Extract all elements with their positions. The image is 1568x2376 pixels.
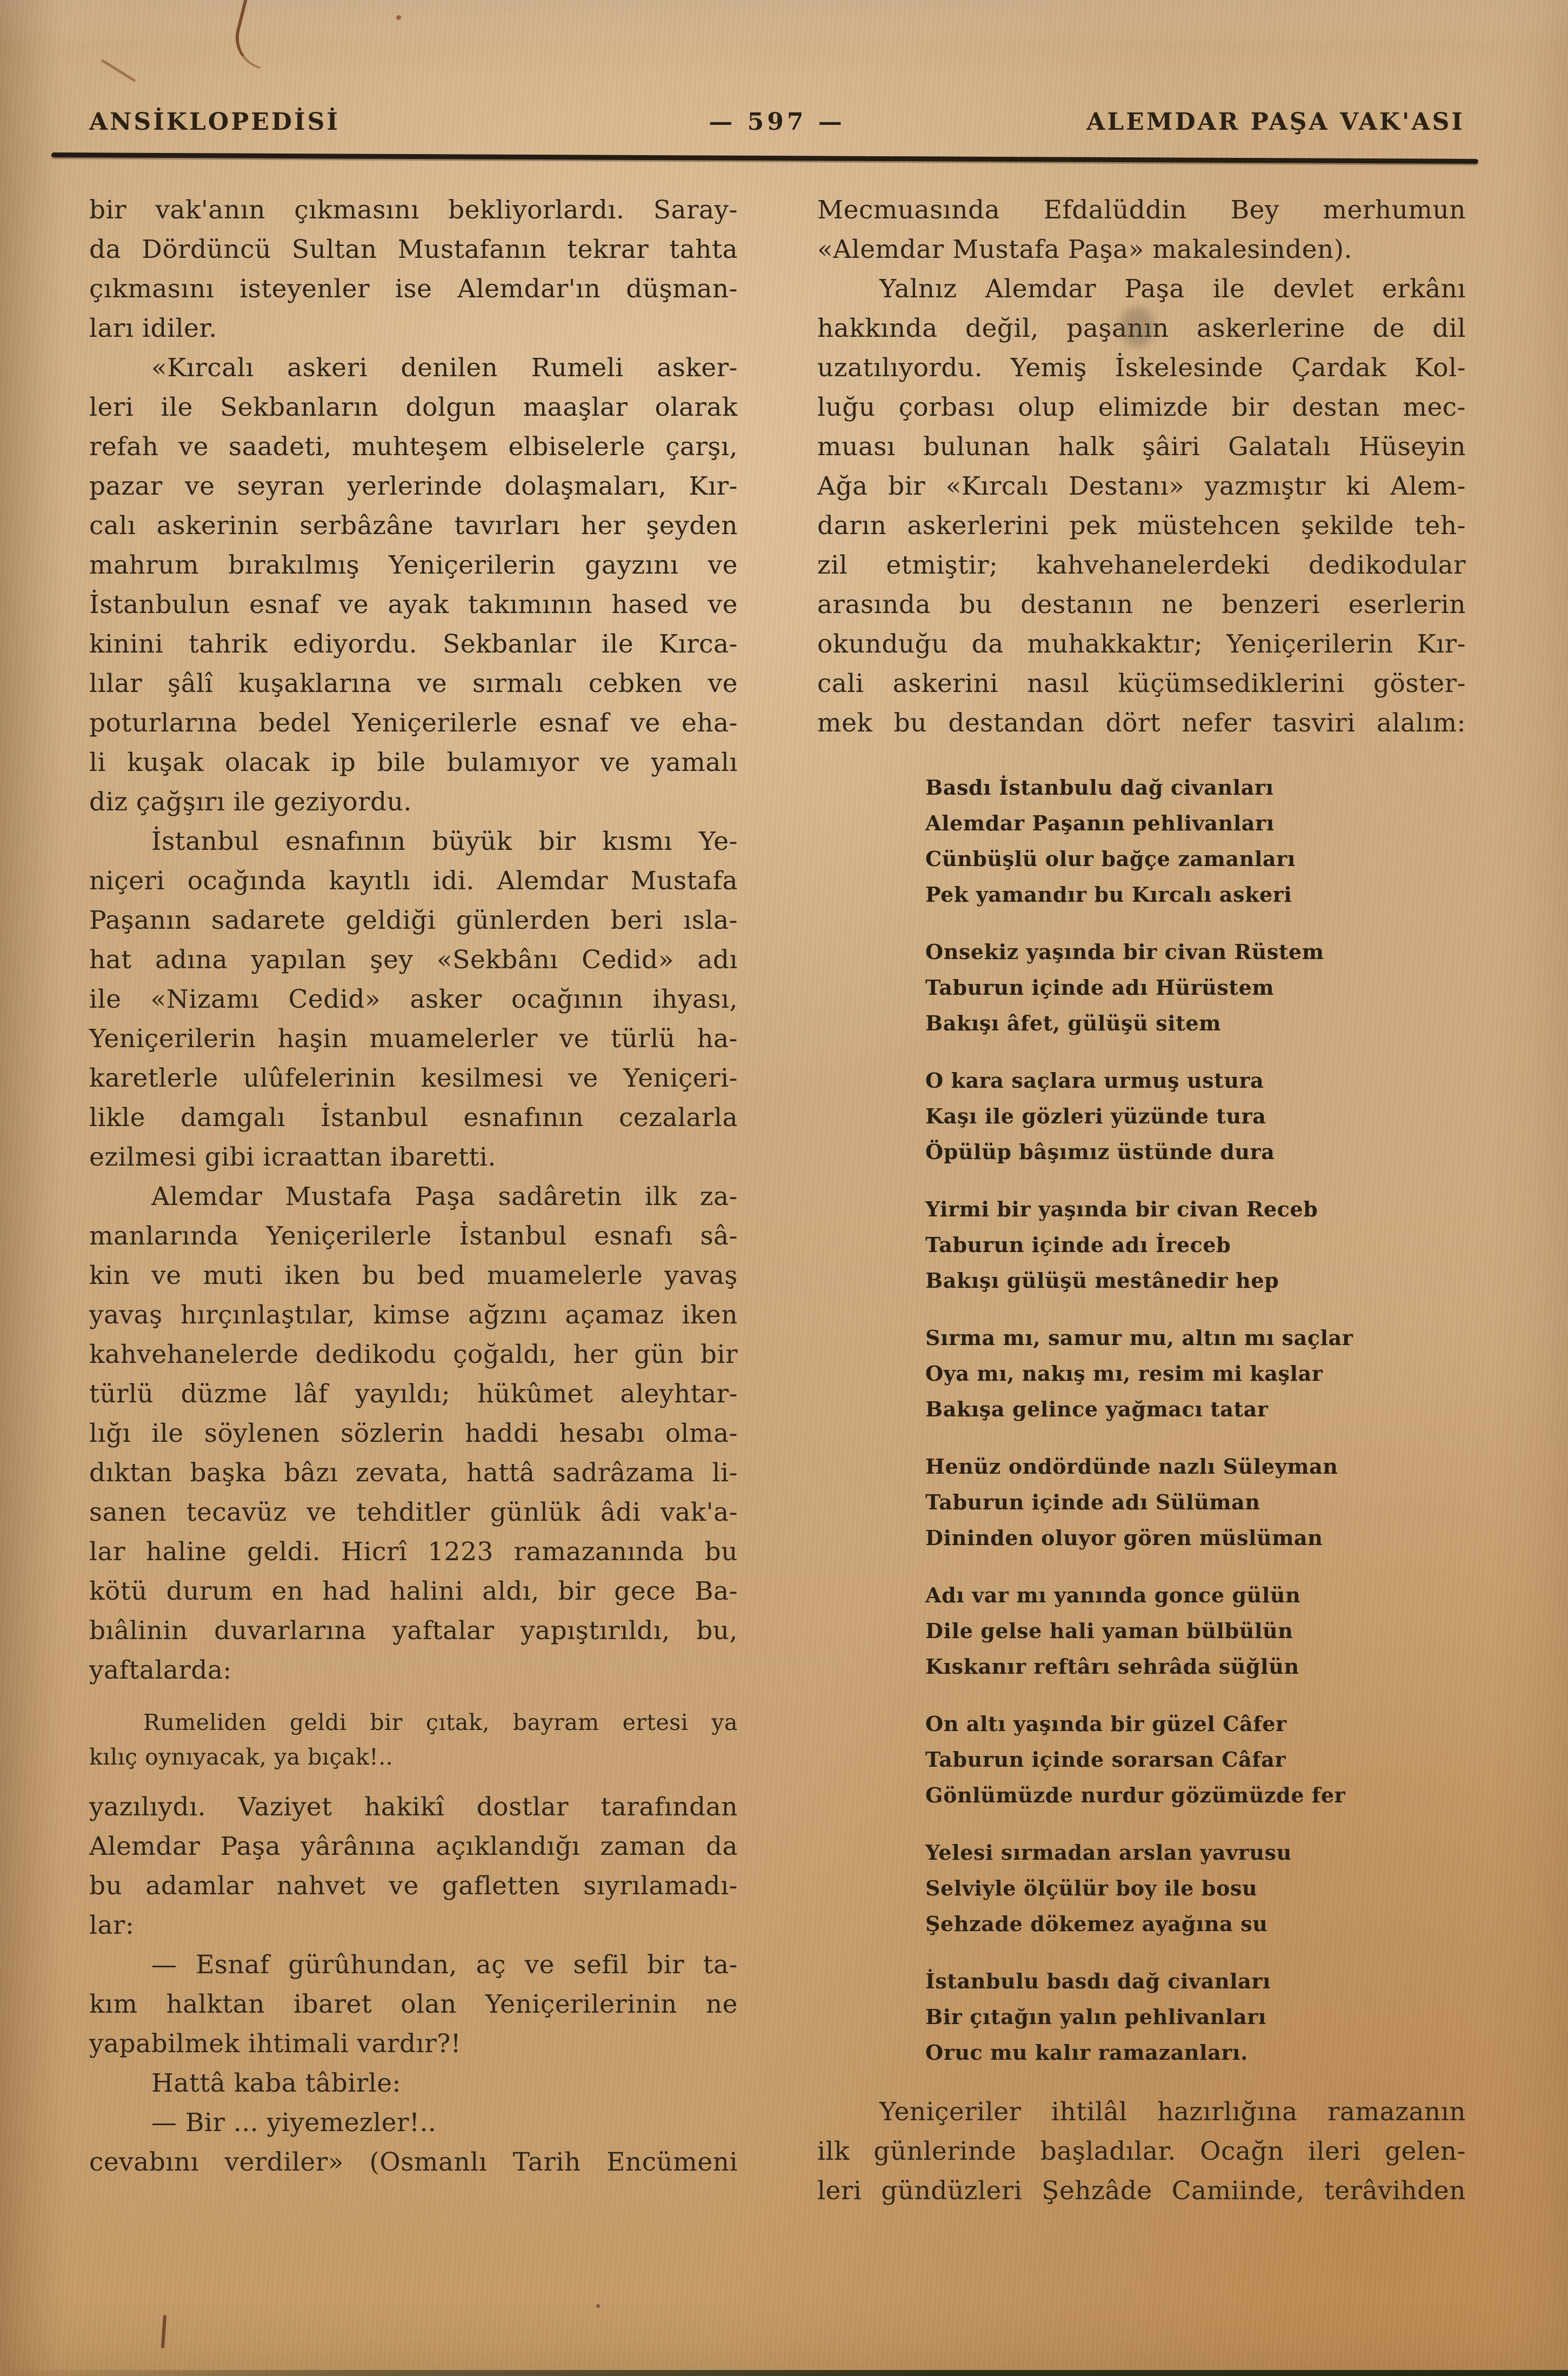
text-line: muası bulunan halk şâiri Galatalı Hüseyin <box>817 432 1466 462</box>
text-line: likle damgalı İstanbul esnafının cezalarla <box>89 1103 738 1133</box>
paper-fiber-mark <box>229 0 277 69</box>
text-line: lar haline geldi. Hicrî 1223 ramazanında bu <box>89 1537 738 1567</box>
text-line: mahrum bırakılmış Yeniçerilerin gayzını ve <box>89 550 738 580</box>
text-line: cevabını verdiler» (Osmanlı Tarih Encümeni <box>89 2147 738 2177</box>
text-line: mek bu destandan dört nefer tasviri alalım: <box>817 708 1466 738</box>
text-line: hakkında değil, paşanın askerlerine de dil <box>817 314 1466 343</box>
text-line: Mecmuasında Efdalüddin Bey merhumun <box>817 195 1466 225</box>
text-line: dıktan başka bâzı zevata, hattâ sadrâzama li- <box>89 1458 738 1488</box>
ink-smudge <box>1120 307 1155 347</box>
text-line: bıâlinin duvarlarına yaftalar yapıştırıldı, bu, <box>89 1616 738 1646</box>
header-rule-divider <box>51 152 1478 164</box>
text-line: okunduğu da muhakkaktır; Yeniçerilerin Kır- <box>817 629 1466 659</box>
poem-line: Bakışa gelince yağmacı tatar <box>925 1397 1269 1421</box>
poem-line: Selviyle ölçülür boy ile bosu <box>925 1876 1258 1900</box>
text-line: kahvehanelerde dedikodu çoğaldı, her gün bir <box>89 1340 738 1369</box>
poem-line: Kıskanır reftârı sehrâda süğlün <box>925 1654 1299 1679</box>
page-number: — 597 — <box>709 108 845 136</box>
text-line: zil etmiştir; kahvehanelerdeki dedikodular <box>817 550 1466 580</box>
paragraph <box>89 1177 738 1690</box>
right-text-column <box>817 190 1466 2211</box>
text-line: leri ile Sekbanların dolgun maaşlar olarak <box>89 392 738 422</box>
poem-line: Taburun içinde adı Sülüman <box>925 1490 1260 1514</box>
poem-stanza <box>925 1706 1466 1813</box>
poem-line: On altı yaşında bir güzel Câfer <box>925 1712 1287 1736</box>
paper-fiber-mark <box>101 59 136 82</box>
text-line: ilk günlerinde başladılar. Ocağn ileri gelen- <box>817 2137 1466 2166</box>
text-line: Yalnız Alemdar Paşa ile devlet erkânı <box>879 274 1466 304</box>
folk-poem <box>925 770 1466 2071</box>
text-line: lığı ile söylenen sözlerin haddi hesabı olma- <box>89 1419 738 1448</box>
poem-line: Taburun içinde adı Hürüstem <box>925 975 1275 1000</box>
paper-fiber-mark <box>161 2315 166 2348</box>
text-line: Paşanın sadarete geldiği günlerden beri ısla- <box>89 906 738 935</box>
poem-line: Onsekiz yaşında bir civan Rüstem <box>925 940 1324 964</box>
poem-stanza <box>925 1320 1466 1427</box>
text-line: karetlerle ulûfelerinin kesilmesi ve Yeniçeri- <box>89 1063 738 1093</box>
poem-line: Cünbüşlü olur bağçe zamanları <box>925 847 1296 871</box>
text-line: refah ve saadeti, muhteşem elbiselerle çarşı, <box>89 432 738 462</box>
poem-line: O kara saçlara urmuş ustura <box>925 1068 1264 1093</box>
text-line: uzatılıyordu. Yemiş İskelesinde Çardak Kol- <box>817 353 1466 383</box>
paragraph <box>817 190 1466 269</box>
poem-stanza <box>925 1578 1466 1685</box>
text-line: manlarında Yeniçerilerle İstanbul esnafı sâ- <box>89 1221 738 1251</box>
paper-speck <box>596 2304 600 2308</box>
poem-line: Taburun içinde sorarsan Câfar <box>925 1747 1286 1772</box>
text-line: hat adına yapılan şey «Sekbânı Cedid» adı <box>89 945 738 975</box>
poem-stanza <box>925 770 1466 913</box>
paragraph <box>89 1787 738 1945</box>
text-line: diz çağşırı ile geziyordu. <box>89 787 412 817</box>
poem-line: Yirmi bir yaşında bir civan Receb <box>925 1197 1318 1221</box>
text-line: bir vak'anın çıkmasını bekliyorlardı. Saray- <box>89 195 738 225</box>
text-line: «Kırcalı askeri denilen Rumeli asker- <box>151 353 738 383</box>
text-line: Yeniçerilerin haşin muamelerler ve türlü ha- <box>89 1024 738 1054</box>
text-line: kin ve muti iken bu bed muamelerle yavaş <box>89 1261 738 1290</box>
text-line: İstanbulun esnaf ve ayak takımının hased ve <box>89 590 738 620</box>
text-line: İstanbul esnafının büyük bir kısmı Ye- <box>151 827 738 856</box>
text-line: luğu çorbası olup elimizde bir destan mec- <box>817 392 1466 422</box>
text-line: Alemdar Paşa yârânına açıklandığı zaman da <box>89 1832 738 1861</box>
lampoon-quote <box>89 1705 738 1774</box>
text-line: — Esnaf gürûhundan, aç ve sefil bir ta- <box>151 1950 738 1980</box>
text-line: kım halktan ibaret olan Yeniçerilerinin ne <box>89 1989 738 2019</box>
paragraph <box>89 2103 738 2142</box>
poem-line: Taburun içinde adı İreceb <box>925 1233 1231 1257</box>
left-text-column <box>89 190 738 2182</box>
poem-line: Basdı İstanbulu dağ civanları <box>925 775 1274 800</box>
poem-line: Dile gelse hali yaman bülbülün <box>925 1619 1293 1643</box>
text-line: Yeniçeriler ihtilâl hazırlığına ramazanın <box>879 2097 1466 2127</box>
text-line: Alemdar Mustafa Paşa sadâretin ilk za- <box>151 1182 738 1212</box>
poem-stanza <box>925 1192 1466 1299</box>
text-line: li kuşak olacak ip bile bulamıyor ve yamalı <box>89 748 738 777</box>
text-line: yaftalarda: <box>89 1655 232 1685</box>
poem-line: Sırma mı, samur mu, altın mı saçlar <box>925 1326 1353 1350</box>
text-line: da Dördüncü Sultan Mustafanın tekrar tahta <box>89 235 738 264</box>
paragraph <box>89 822 738 1177</box>
text-line: ezilmesi gibi icraattan ibaretti. <box>89 1142 496 1172</box>
text-line: lar: <box>89 1911 135 1940</box>
text-line: leri gündüzleri Şehzâde Camiinde, terâvihden <box>817 2176 1466 2206</box>
poem-line: Henüz ondördünde nazlı Süleyman <box>925 1454 1338 1479</box>
text-line: Hattâ kaba tâbirle: <box>151 2068 401 2098</box>
header-publication-title: ANSİKLOPEDİSİ <box>89 108 340 136</box>
poem-stanza <box>925 1449 1466 1556</box>
text-line: darın askerlerini pek müstehcen şekilde teh- <box>817 511 1466 541</box>
text-line: yapabilmek ihtimali vardır?! <box>89 2029 462 2059</box>
text-line: yazılıydı. Vaziyet hakikî dostlar tarafından <box>89 1792 738 1822</box>
text-line: sanen tecavüz ve tehditler günlük âdi vak'a- <box>89 1498 738 1527</box>
text-line: kötü durum en had halini aldı, bir gece Ba- <box>89 1576 738 1606</box>
paragraph <box>89 1945 738 2064</box>
text-line: pazar ve seyran yerlerinde dolaşmaları, Kır- <box>89 471 738 501</box>
paragraph <box>89 348 738 822</box>
text-line: türlü düzme lâf yayıldı; hükûmet aleyhtar- <box>89 1379 738 1409</box>
text-line: poturlarına bedel Yeniçerilerle esnaf ve eha- <box>89 708 738 738</box>
text-line: kinini tahrik ediyordu. Sekbanlar ile Kırca- <box>89 629 738 659</box>
text-line: arasında bu destanın ne benzeri eserlerin <box>817 590 1466 620</box>
text-line: ile «Nizamı Cedid» asker ocağının ihyası, <box>89 984 738 1014</box>
text-line: çıkmasını isteyenler ise Alemdar'ın düşman- <box>89 274 738 304</box>
paragraph <box>89 190 738 348</box>
text-line: kılıç oynıyacak, ya bıçak!.. <box>89 1744 393 1770</box>
text-line: bu adamlar nahvet ve gafletten sıyrılamadı- <box>89 1871 738 1901</box>
poem-stanza <box>925 1063 1466 1170</box>
poem-line: İstanbulu basdı dağ civanları <box>925 1969 1271 1993</box>
poem-line: Şehzade dökemez ayağına su <box>925 1912 1268 1936</box>
paragraph <box>817 2092 1466 2211</box>
scan-edge-shadow <box>0 2370 1568 2376</box>
poem-line: Yelesi sırmadan arslan yavrusu <box>925 1840 1292 1865</box>
poem-line: Kaşı ile gözleri yüzünde tura <box>925 1104 1266 1128</box>
poem-line: Oya mı, nakış mı, resim mi kaşlar <box>925 1361 1323 1386</box>
text-line: ları idiler. <box>89 314 217 343</box>
poem-line: Öpülüp bâşımız üstünde dura <box>925 1140 1275 1164</box>
paragraph <box>89 2142 738 2182</box>
text-line: yavaş hırçınlaştılar, kimse ağzını açamaz iken <box>89 1300 738 1330</box>
text-line: lılar şâlî kuşaklarına ve sırmalı cebken ve <box>89 669 738 698</box>
text-line: calı askerinin serbâzâne tavırları her şeyden <box>89 511 738 541</box>
poem-line: Gönlümüzde nurdur gözümüzde fer <box>925 1783 1346 1807</box>
text-line: niçeri ocağında kayıtlı idi. Alemdar Mustafa <box>89 866 738 896</box>
header-article-title: ALEMDAR PAŞA VAK'ASI <box>1086 108 1465 136</box>
text-line: — Bir ... yiyemezler!.. <box>151 2108 437 2138</box>
poem-line: Dininden oluyor gören müslüman <box>925 1526 1323 1550</box>
poem-line: Adı var mı yanında gonce gülün <box>925 1583 1301 1607</box>
poem-line: Alemdar Paşanın pehlivanları <box>925 811 1275 835</box>
poem-line: Pek yamandır bu Kırcalı askeri <box>925 882 1292 907</box>
page-header <box>89 108 1465 136</box>
poem-line: Bakışı gülüşü mestânedir hep <box>925 1268 1279 1293</box>
text-line: «Alemdar Mustafa Paşa» makalesinden). <box>817 235 1353 264</box>
poem-line: Oruc mu kalır ramazanları. <box>925 2040 1248 2065</box>
poem-stanza <box>925 1835 1466 1942</box>
poem-stanza <box>925 1964 1466 2071</box>
text-line: Ağa bir «Kırcalı Destanı» yazmıştır ki Alem- <box>817 471 1466 501</box>
text-line: cali askerini nasıl küçümsediklerini göster- <box>817 669 1466 698</box>
poem-stanza <box>925 934 1466 1041</box>
poem-line: Bir çıtağın yalın pehlivanları <box>925 2005 1266 2029</box>
text-line: Rumeliden geldi bir çıtak, bayram ertesi ya <box>143 1709 738 1735</box>
poem-line: Bakışı âfet, gülüşü sitem <box>925 1011 1221 1035</box>
paper-speck <box>396 15 401 20</box>
paragraph <box>89 2064 738 2103</box>
